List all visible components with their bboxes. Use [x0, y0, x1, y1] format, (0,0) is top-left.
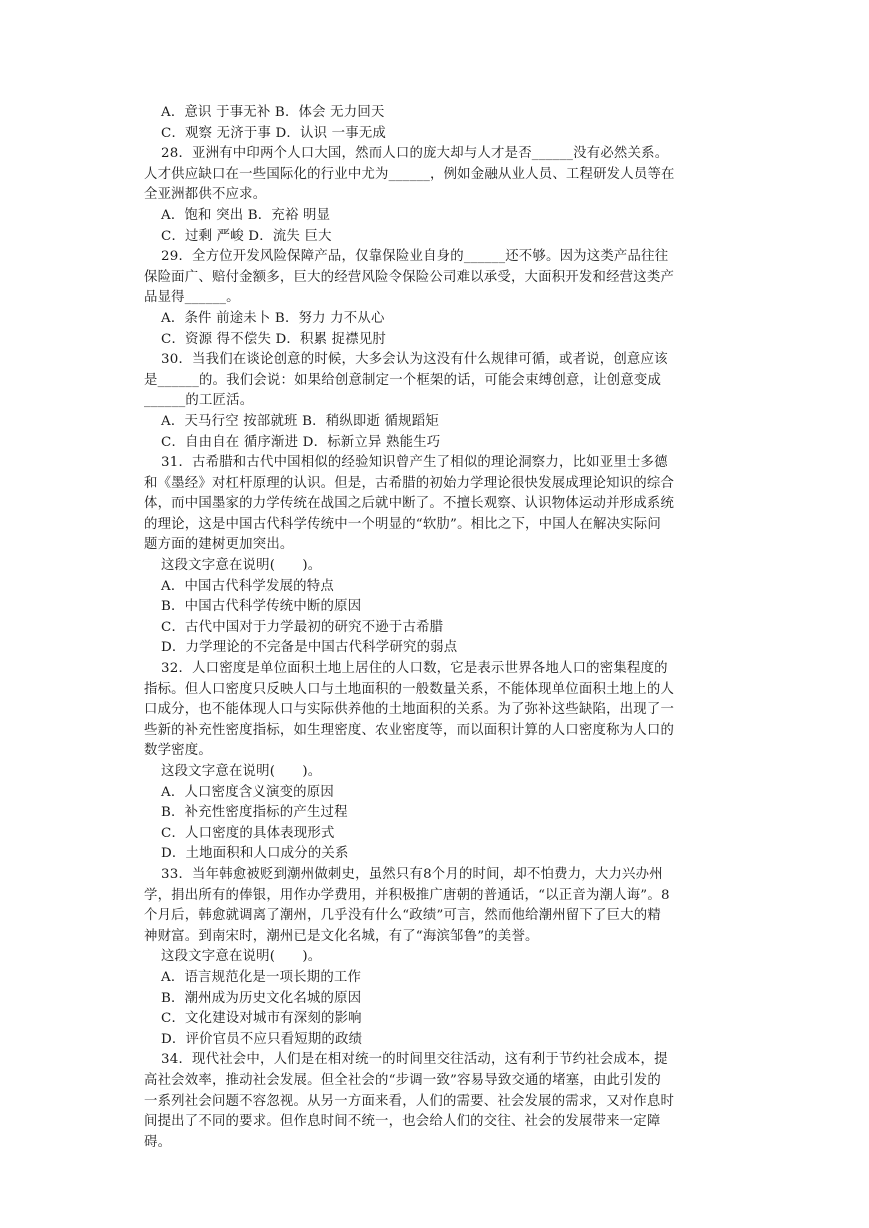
- text-line: C．文化建设对城市有深刻的影响: [161, 1011, 362, 1027]
- text-line: ______的工匠活。: [144, 393, 254, 409]
- text-line: 人才供应缺口在一些国际化的行业中尤为______，例如金融从业人员、工程研发人员等在: [144, 166, 675, 182]
- text-line: C．观察 无济于事 D．认识 一事无成: [161, 125, 387, 141]
- exam-text-body: [144, 103, 729, 1153]
- text-line: 碍。: [144, 1134, 172, 1150]
- text-line: 32．人口密度是单位面积土地上居住的人口数，它是表示世界各地人口的密集程度的: [161, 661, 668, 677]
- text-line: 33．当年韩愈被贬到潮州做刺史，虽然只有8个月的时间，却不怕费力，大力兴办州: [161, 866, 663, 882]
- text-line: 这段文字意在说明( )。: [161, 949, 322, 965]
- text-line: 34．现代社会中，人们是在相对统一的时间里交往活动，这有利于节约社会成本，提: [161, 1052, 668, 1068]
- text-line: 是______的。我们会说：如果给创意制定一个框架的话，可能会束缚创意，让创意变成: [144, 372, 662, 388]
- text-line: 29．全方位开发风险保障产品，仅靠保险业自身的______还不够。因为这类产品往往: [161, 249, 669, 265]
- text-line: 保险面广、赔付金额多，巨大的经营风险令保险公司难以承受，大面积开发和经营这类产: [144, 269, 675, 285]
- text-line: C．人口密度的具体表现形式: [161, 825, 335, 841]
- text-line: D．土地面积和人口成分的关系: [161, 846, 349, 862]
- text-line: A．意识 于事无补 B．体会 无力回天: [161, 105, 385, 120]
- text-line: B．中国古代科学传统中断的原因: [161, 599, 362, 615]
- text-line: 的理论，这是中国古代科学传统中一个明显的“软肋”。相比之下，中国人在解决实际问: [144, 516, 661, 532]
- text-line: 间提出了不同的要求。但作息时间不统一，也会给人们的交往、社会的发展带来一定障: [144, 1114, 661, 1130]
- text-line: D．力学理论的不完备是中国古代科学研究的弱点: [161, 640, 458, 656]
- text-line: 一系列社会问题不容忽视。从另一方面来看，人们的需要、社会发展的需求，又对作息时: [144, 1093, 675, 1109]
- text-line: A．天马行空 按部就班 B．稍纵即逝 循规蹈矩: [161, 413, 439, 429]
- text-line: 31．古希腊和古代中国相似的经验知识曾产生了相似的理论洞察力，比如亚里士多德: [161, 455, 668, 471]
- text-line: C．古代中国对于力学最初的研究不逊于古希腊: [161, 619, 444, 635]
- text-line: 30．当我们在谈论创意的时候，大多会认为这没有什么规律可循，或者说，创意应该: [161, 352, 668, 368]
- text-line: 学，捐出所有的俸银，用作办学费用，并积极推广唐朝的普通话，“以正音为潮人诲”。8: [144, 887, 670, 903]
- text-line: 个月后，韩愈就调离了潮州，几乎没有什么“政绩”可言，然而他给潮州留下了巨大的精: [144, 908, 661, 924]
- text-line: A．中国古代科学发展的特点: [161, 578, 334, 594]
- text-line: C．过剩 严峻 D．流失 巨大: [161, 228, 332, 244]
- text-line: 这段文字意在说明( )。: [161, 558, 322, 574]
- text-line: 口成分，也不能体现人口与实际供养他的土地面积的关系。为了弥补这些缺陷，出现了一: [144, 702, 675, 718]
- text-line: A．人口密度含义演变的原因: [161, 784, 334, 800]
- text-line: 这段文字意在说明( )。: [161, 764, 322, 779]
- text-line: A．条件 前途未卜 B．努力 力不从心: [161, 310, 385, 326]
- text-line: B．补充性密度指标的产生过程: [161, 805, 348, 821]
- text-line: 和《墨经》对杠杆原理的认识。但是，古希腊的初始力学理论很快发展成理论知识的综合: [144, 475, 675, 491]
- text-line: C．资源 得不偿失 D．积累 捉襟见肘: [161, 331, 387, 347]
- text-line: 指标。但人口密度只反映人口与土地面积的一般数量关系，不能体现单位面积土地上的人: [144, 681, 675, 697]
- text-line: C．自由自在 循序渐进 D．标新立异 熟能生巧: [161, 434, 441, 450]
- text-line: 全亚洲都供不应求。: [144, 187, 267, 203]
- text-line: B．潮州成为历史文化名城的原因: [161, 990, 362, 1006]
- text-line: 数学密度。: [144, 743, 212, 759]
- text-line: A．饱和 突出 B．充裕 明显: [161, 207, 331, 223]
- text-line: 神财富。到南宋时，潮州已是文化名城，有了“海滨邹鲁”的美誉。: [144, 928, 539, 944]
- text-line: 些新的补充性密度指标，如生理密度、农业密度等，而以面积计算的人口密度称为人口的: [144, 722, 675, 738]
- text-line: 品显得______。: [144, 290, 240, 306]
- text-line: A．语言规范化是一项长期的工作: [161, 969, 362, 985]
- text-line: 体，而中国墨家的力学传统在战国之后就中断了。不擅长观察、认识物体运动并形成系统: [144, 496, 675, 512]
- text-line: 28．亚洲有中印两个人口大国，然而人口的庞大却与人才是否______没有必然关系。: [161, 146, 669, 162]
- text-line: 高社会效率，推动社会发展。但全社会的“步调一致”容易导致交通的堵塞，由此引发的: [144, 1072, 661, 1088]
- text-line: 题方面的建树更加突出。: [144, 537, 294, 553]
- text-line: D．评价官员不应只看短期的政绩: [161, 1031, 363, 1047]
